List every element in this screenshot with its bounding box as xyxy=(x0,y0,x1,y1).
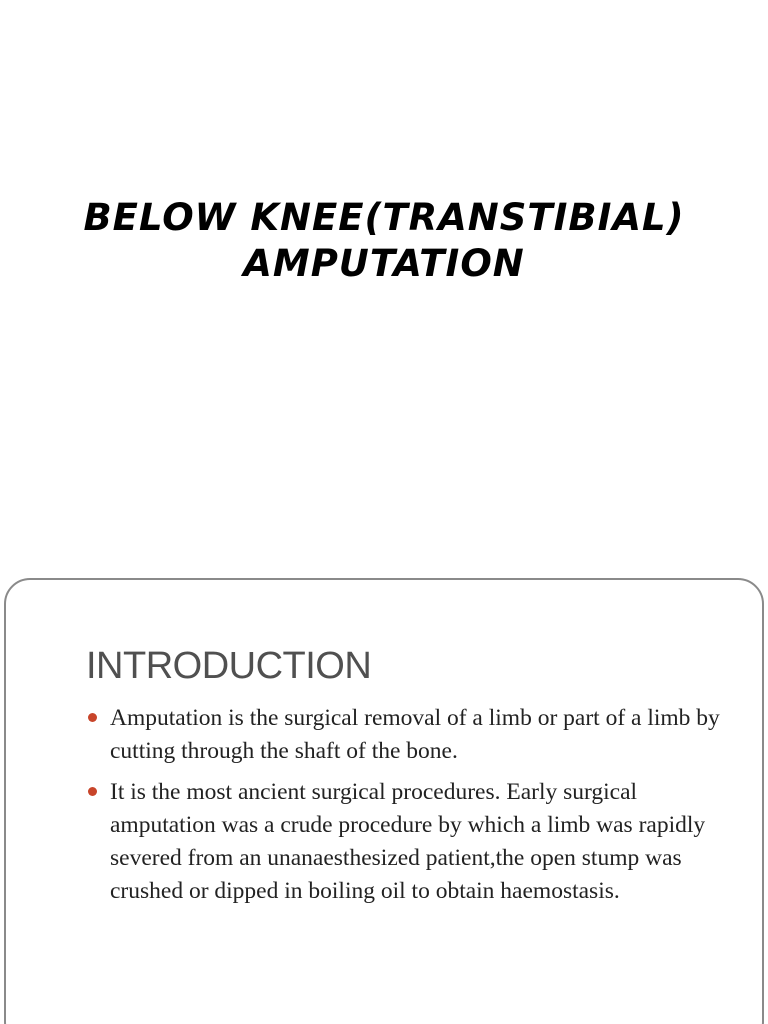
bullet-icon xyxy=(88,713,97,722)
list-item xyxy=(86,776,736,908)
section-heading: INTRODUCTION xyxy=(86,645,372,687)
title-line-1: BELOW KNEE(TRANSTIBIAL) xyxy=(83,196,685,239)
page-title xyxy=(0,195,768,287)
bullet-icon xyxy=(88,787,97,796)
bullet-text: It is the most ancient surgical procedures. Early surgical amputation was a crude procedure by which a limb was rapidly severed from an unanaesthesized patient,the open stump was crushed or dipped in boiling oil to obtain haemostasis. xyxy=(110,779,706,904)
title-line-2: AMPUTATION xyxy=(243,242,525,285)
bullet-text: Amputation is the surgical removal of a limb or part of a limb by cutting through the shaft of the bone. xyxy=(110,705,720,764)
bullet-list xyxy=(86,702,736,916)
introduction-slide xyxy=(4,578,764,1024)
list-item xyxy=(86,702,736,768)
